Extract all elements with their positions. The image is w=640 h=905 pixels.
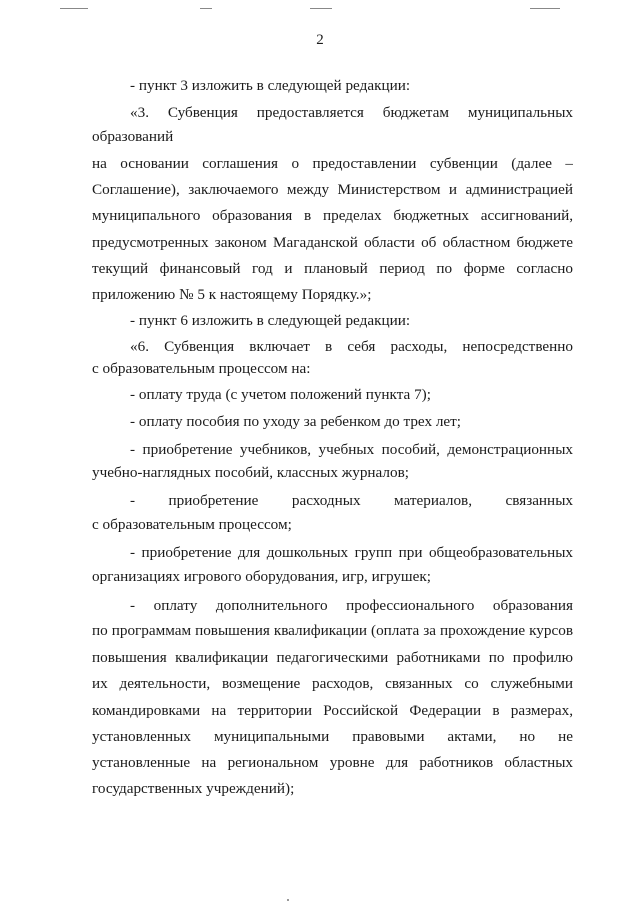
scan-edge-marks <box>60 8 600 9</box>
text-line: «3. Субвенция предоставляется бюджетам муниципальных <box>130 104 573 121</box>
text-line: государственных учреждений); <box>92 780 295 797</box>
text-line: предусмотренных законом Магаданской области об областном бюджете <box>92 234 573 251</box>
text-line: повышения квалификации педагогическими работниками по профилю <box>92 649 573 666</box>
text-line: их деятельности, возмещение расходов, связанных со служебными <box>92 675 573 692</box>
text-line: образований <box>92 128 174 145</box>
text-line: - оплату пособия по уходу за ребенком до трех лет; <box>130 413 462 430</box>
text-line: - пункт 3 изложить в следующей редакции: <box>130 77 411 94</box>
text-line: текущий финансовый год и плановый период по форме согласно <box>92 260 573 277</box>
text-line: - оплату труда (с учетом положений пункта 7); <box>130 386 431 403</box>
text-line: приложению № 5 к настоящему Порядку.»; <box>92 286 372 303</box>
text-line: - приобретение учебников, учебных пособий, демонстрационных <box>130 441 573 458</box>
text-line: Соглашение), заключаемого между Министерством и администрацией <box>92 181 573 198</box>
text-line: организациях игрового оборудования, игр, игрушек; <box>92 568 431 585</box>
text-line: - приобретение расходных материалов, связанных <box>130 492 573 509</box>
text-line: «6. Субвенция включает в себя расходы, непосредственно <box>130 338 573 355</box>
scan-dot <box>287 899 289 901</box>
text-line: установленные на региональном уровне для работников областных <box>92 754 573 771</box>
text-line: с образовательным процессом на: <box>92 360 311 377</box>
text-line: на основании соглашения о предоставлении субвенции (далее – <box>92 155 573 172</box>
page-number: 2 <box>316 32 324 48</box>
text-line: по программам повышения квалификации (оплата за прохождение курсов <box>92 622 573 639</box>
text-line: - оплату дополнительного профессионального образования <box>130 597 573 614</box>
text-line: установленных муниципальными правовыми актами, но не <box>92 728 573 745</box>
text-line: учебно-наглядных пособий, классных журналов; <box>92 464 409 481</box>
text-line: - приобретение для дошкольных групп при общеобразовательных <box>130 544 573 561</box>
text-line: командировками на территории Российской Федерации в размерах, <box>92 702 573 719</box>
text-line: с образовательным процессом; <box>92 516 292 533</box>
text-line: муниципального образования в пределах бюджетных ассигнований, <box>92 207 573 224</box>
text-line: - пункт 6 изложить в следующей редакции: <box>130 312 411 329</box>
